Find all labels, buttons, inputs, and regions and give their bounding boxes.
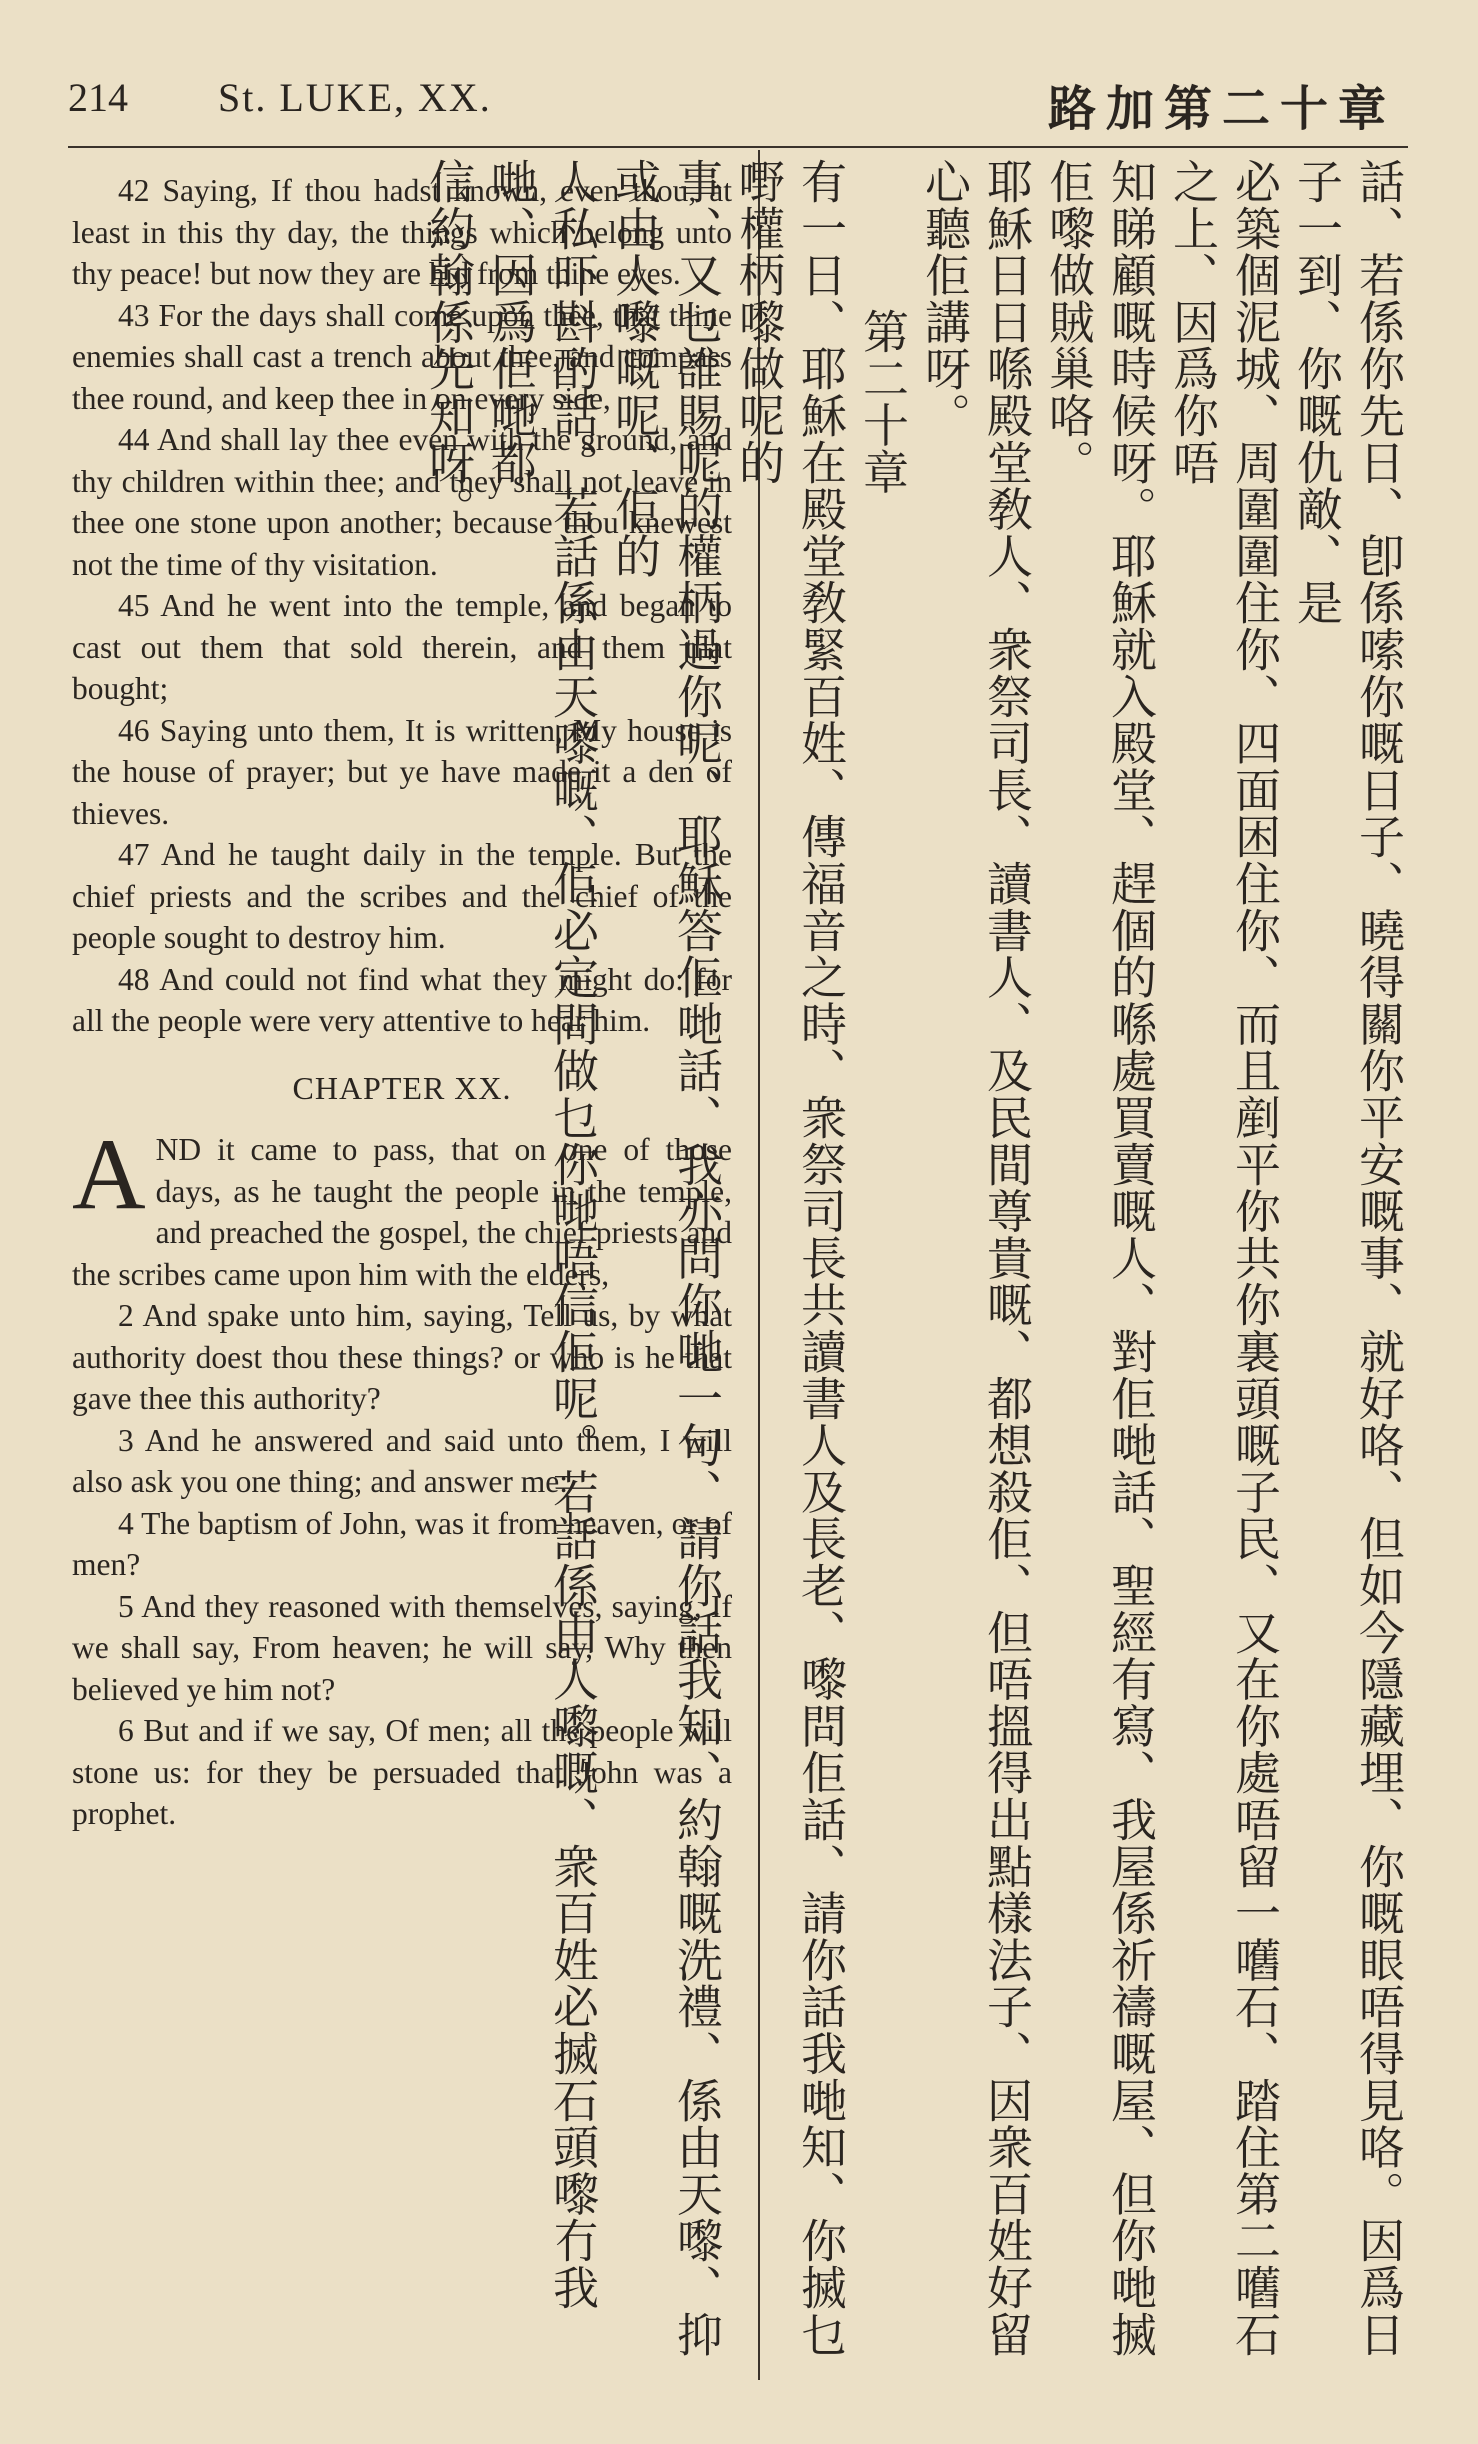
chinese-line: 事、又乜誰賜呢的權柄過你呢、耶穌答佢哋話、我亦問你哋一句、請你話我知、約翰嘅洗禮、係由天嚟、抑或由人嚟嘅呢、佢的 — [608, 158, 724, 2358]
header-rule — [68, 146, 1408, 148]
chapter-heading: CHAPTER XX. — [292, 1069, 512, 1106]
english-verse-48: 48 And could not find what they might do: for all the people were very attentive to hear him. — [72, 961, 732, 1038]
english-verse-43: 43 For the days shall come upon thee, that thine enemies shall cast a trench about thee, and compass thee round, and keep thee in on every side, — [72, 297, 732, 416]
chinese-column — [422, 158, 1410, 2388]
english-verse-1-text: ND it came to pass, that on one of those days, as he taught the people in the temple, and preached the gospel, the chief priests and the scribes came upon him with the elders, — [72, 1132, 732, 1292]
chinese-line: 人私吓斟酌話、若話係由天嚟嘅、佢必定問做乜你哋唔信佢呢。若話係由人嚟嘅、衆百姓必搣石頭嚟冇我哋、因爲佢哋都 — [484, 158, 600, 2311]
chinese-line: 信約翰係先知呀。 — [422, 158, 476, 533]
english-verse-2: 2 And spake unto him, saying, Tell us, by what authority doest thou these things? or who is he that gave thee this authority? — [72, 1298, 732, 1416]
chinese-line: 有一日、耶穌在殿堂敎緊百姓、傳福音之時、衆祭司長共讀書人及長老、嚟問佢話、請你話我哋知、你搣乜嘢權柄嚟做呢的 — [732, 158, 848, 2358]
page-number: 214 — [68, 75, 128, 120]
chinese-line: 話、若係你先日、卽係嗦你嘅日子、曉得關你平安嘅事、就好咯、但如今隱藏埋、你嘅眼唔得見咯。因爲日子一到、你嘅仇敵、是 — [1290, 158, 1406, 2358]
english-verse-47: 47 And he taught daily in the temple. But the chief priests and the scribes and the chief of the people sought to destroy him. — [72, 837, 732, 955]
english-verse-5: 5 And they reasoned with themselves, saying, If we shall say, From heaven; he will say, Why then believed ye him not? — [72, 1588, 732, 1707]
english-verse-45: 45 And he went into the temple, and began to cast out them that sold therein, and them that bought; — [72, 588, 732, 706]
english-verse-6: 6 But and if we say, Of men; all the people will stone us: for they be persuaded that John was a prophet. — [72, 1713, 732, 1831]
english-verse-3: 3 And he answered and said unto them, I will also ask you one thing; and answer me: — [72, 1422, 732, 1499]
running-title: St. LUKE, XX. — [218, 75, 492, 120]
english-verse-4: 4 The baptism of John, was it from heaven, or of men? — [72, 1505, 732, 1582]
page-header — [68, 70, 1408, 140]
chinese-line: 耶穌日日喺殿堂敎人、衆祭司長、讀書人、及民間尊貴嘅、都想殺佢、但唔搵得出點樣法子、因衆百姓好留心聽佢講呀。 — [918, 158, 1034, 2358]
chinese-running-title: 路加第二十章 — [1047, 81, 1396, 137]
english-verse-42: 42 Saying, If thou hadst known, even thou, at least in this thy day, the things which belong unto thy peace! but now they are hid from thine eyes. — [72, 173, 732, 291]
english-verse-46: 46 Saying unto them, It is written, My house is the house of prayer; but ye have made it a den of thieves. — [72, 712, 732, 831]
english-verse-44: 44 And shall lay thee even with the ground, and thy children within thee; and they shall not leave in thee one stone upon another; because thou knewest not the time of thy visitation. — [72, 422, 732, 582]
chinese-line: 知睇顧嘅時候呀。耶穌就入殿堂、趕個的喺處買賣嘅人、對佢哋話、聖經有寫、我屋係祈禱嘅屋、但你哋搣佢嚟做賊巢咯。 — [1042, 158, 1158, 2358]
drop-cap: A — [72, 1118, 146, 1231]
chinese-chapter-heading: 第二十章 — [856, 308, 910, 496]
chinese-line: 必築個泥城、周圍圍住你、四面困住你、而且剷平你共你裏頭嘅子民、又在你處唔留一嚿石、踏住第二嚿石之上、因爲你唔 — [1166, 158, 1282, 2358]
